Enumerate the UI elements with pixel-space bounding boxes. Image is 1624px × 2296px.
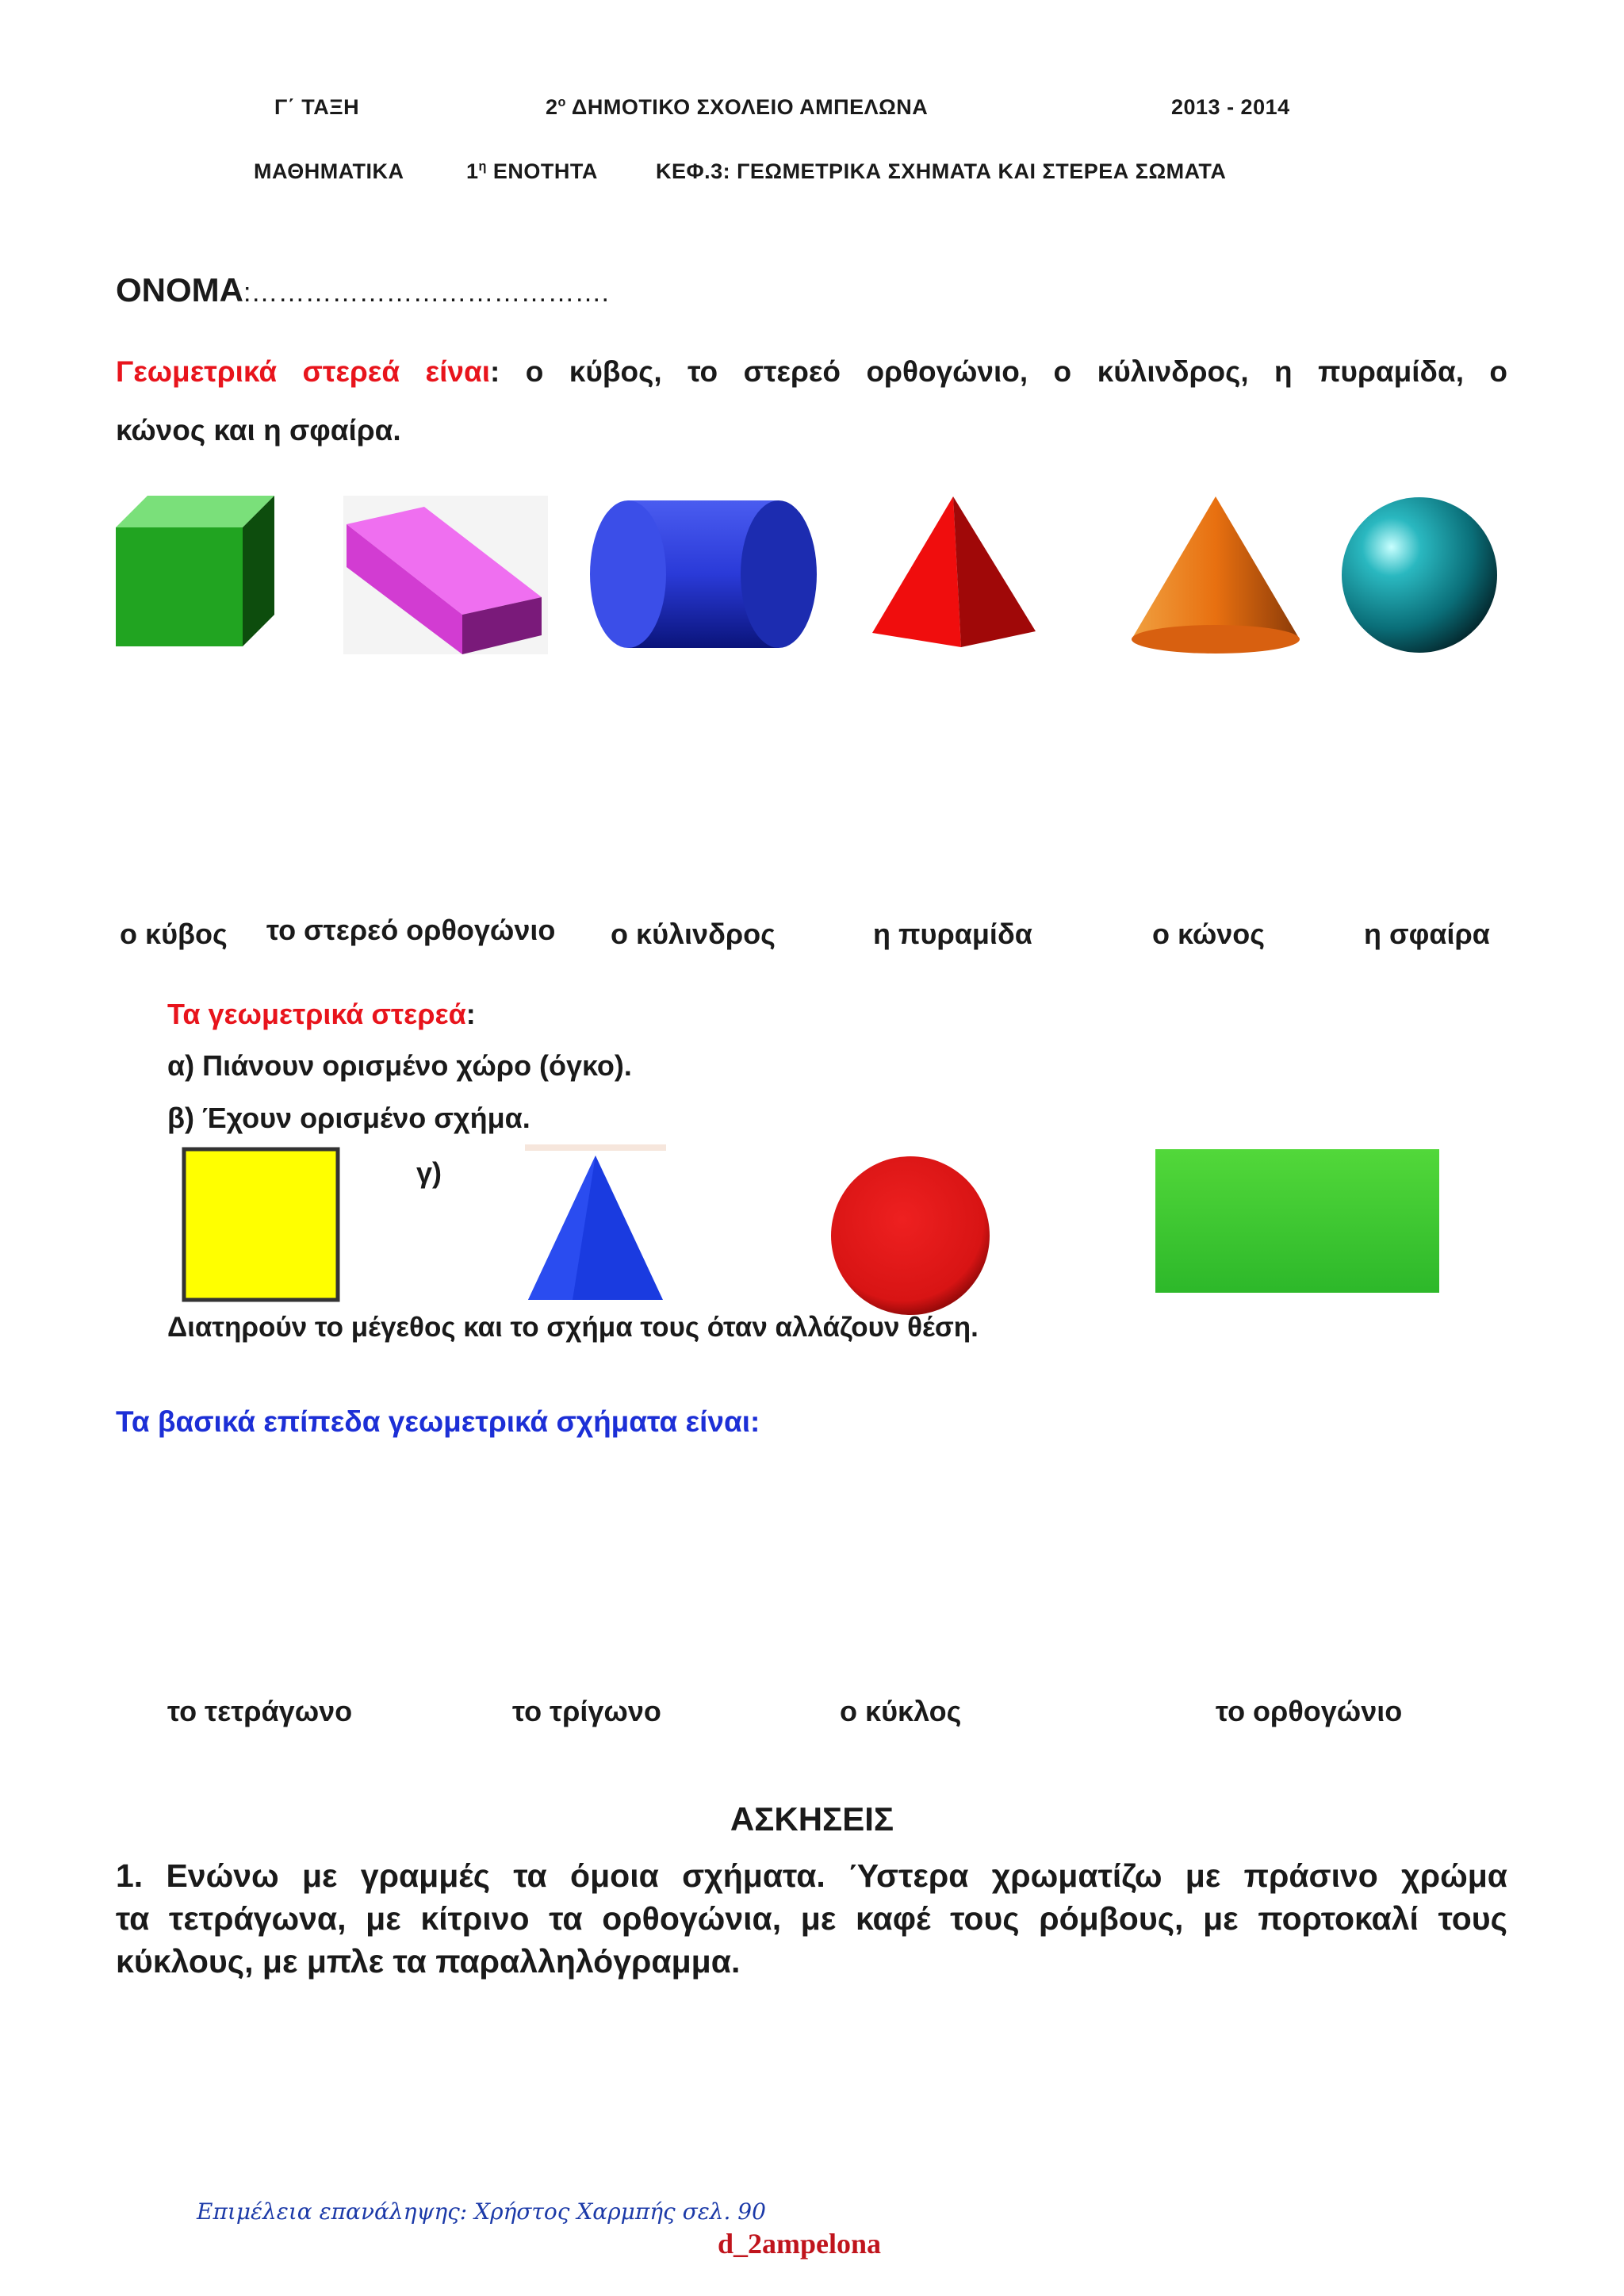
intro-line-2: κώνος και η σφαίρα. bbox=[116, 414, 401, 447]
property-b: β) Έχουν ορισμένο σχήμα. bbox=[167, 1102, 530, 1134]
footer-site: d_2ampelona bbox=[718, 2228, 882, 2260]
sphere-icon bbox=[1340, 496, 1499, 654]
school-number-sup: ο bbox=[557, 95, 566, 109]
exercise-1-line-1: 1. Ενώνω με γραμμές τα όμοια σχήματα. Ύστερα χρωματίζω με πράσινο χρώμα bbox=[116, 1857, 1507, 1894]
cone-icon bbox=[1128, 492, 1303, 658]
unit-title bbox=[466, 159, 598, 184]
name-field[interactable] bbox=[116, 271, 609, 309]
solid-label-cone: ο κώνος bbox=[1152, 918, 1266, 950]
footer-credit: Επιμέλεια επανάληψης: Χρήστος Χαρμπής σελ. 90 bbox=[197, 2198, 766, 2225]
property-a: α) Πιάνουν ορισμένο χώρο (όγκο). bbox=[167, 1049, 632, 1082]
class-label: Γ΄ ΤΑΞΗ bbox=[274, 95, 360, 119]
intro-red: Γεωμετρικά στερεά είναι bbox=[116, 355, 490, 388]
unit-number: 1 bbox=[466, 159, 479, 183]
flat-label-circle: ο κύκλος bbox=[840, 1695, 962, 1727]
school-year: 2013 - 2014 bbox=[1171, 95, 1290, 119]
circle-icon bbox=[827, 1156, 994, 1315]
square-icon bbox=[182, 1147, 340, 1302]
unit-text: ΕΝΟΤΗΤΑ bbox=[486, 159, 598, 183]
school-text: ΔΗΜΟΤΙΚΟ ΣΧΟΛΕΙΟ ΑΜΠΕΛΩΝΑ bbox=[565, 95, 929, 119]
intro-text-1: : ο κύβος, το στερεό ορθογώνιο, ο κύλινδρος, η πυραμίδα, ο bbox=[489, 355, 1508, 388]
chapter-title: ΚΕΦ.3: ΓΕΩΜΕΤΡΙΚΑ ΣΧΗΜΑΤΑ ΚΑΙ ΣΤΕΡΕΑ ΣΩΜΑΤΑ bbox=[656, 159, 1227, 183]
name-dots: :…………………………………. bbox=[243, 278, 609, 308]
cuboid-icon bbox=[343, 496, 548, 654]
solid-label-cuboid: το στερεό ορθογώνιο bbox=[266, 914, 556, 946]
property-c: γ) bbox=[416, 1156, 442, 1189]
triangle-icon bbox=[525, 1144, 666, 1303]
exercise-1-line-3: κύκλους, με μπλε τα παραλληλόγραμμα. bbox=[116, 1943, 741, 1980]
school-name bbox=[546, 95, 928, 120]
solid-label-cylinder: ο κύλινδρος bbox=[611, 918, 776, 950]
properties-title-red: Τα γεωμετρικά στερεά bbox=[167, 998, 466, 1030]
school-number: 2 bbox=[546, 95, 558, 119]
properties-colon: : bbox=[465, 998, 476, 1030]
flat-shapes-title: Τα βασικά επίπεδα γεωμετρικά σχήματα είναι: bbox=[116, 1405, 760, 1438]
flat-label-rectangle: το ορθογώνιο bbox=[1216, 1695, 1403, 1727]
cylinder-icon bbox=[588, 496, 818, 654]
rectangle-icon bbox=[1151, 1144, 1444, 1297]
exercise-1-line-2: τα τετράγωνα, με κίτρινο τα ορθογώνια, με καφέ τους ρόμβους, με πορτοκαλί τους bbox=[116, 1900, 1507, 1937]
unit-number-sup: η bbox=[478, 159, 487, 174]
property-c-text: Διατηρούν το μέγεθος και το σχήμα τους όταν αλλάζουν θέση. bbox=[167, 1312, 979, 1343]
properties-title bbox=[167, 998, 476, 1031]
pyramid-icon bbox=[866, 492, 1040, 658]
cube-icon bbox=[116, 496, 274, 654]
intro-line-1 bbox=[116, 355, 1507, 389]
name-label: ΟΝΟΜΑ bbox=[116, 271, 243, 309]
solid-label-cube: ο κύβος bbox=[120, 918, 228, 950]
exercises-title: ΑΣΚΗΣΕΙΣ bbox=[730, 1800, 894, 1838]
flat-label-square: το τετράγωνο bbox=[167, 1695, 353, 1727]
subject-title: ΜΑΘΗΜΑΤΙΚΑ bbox=[254, 159, 404, 183]
solid-label-pyramid: η πυραμίδα bbox=[873, 918, 1032, 950]
solid-label-sphere: η σφαίρα bbox=[1364, 918, 1490, 950]
flat-label-triangle: το τρίγωνο bbox=[512, 1695, 661, 1727]
